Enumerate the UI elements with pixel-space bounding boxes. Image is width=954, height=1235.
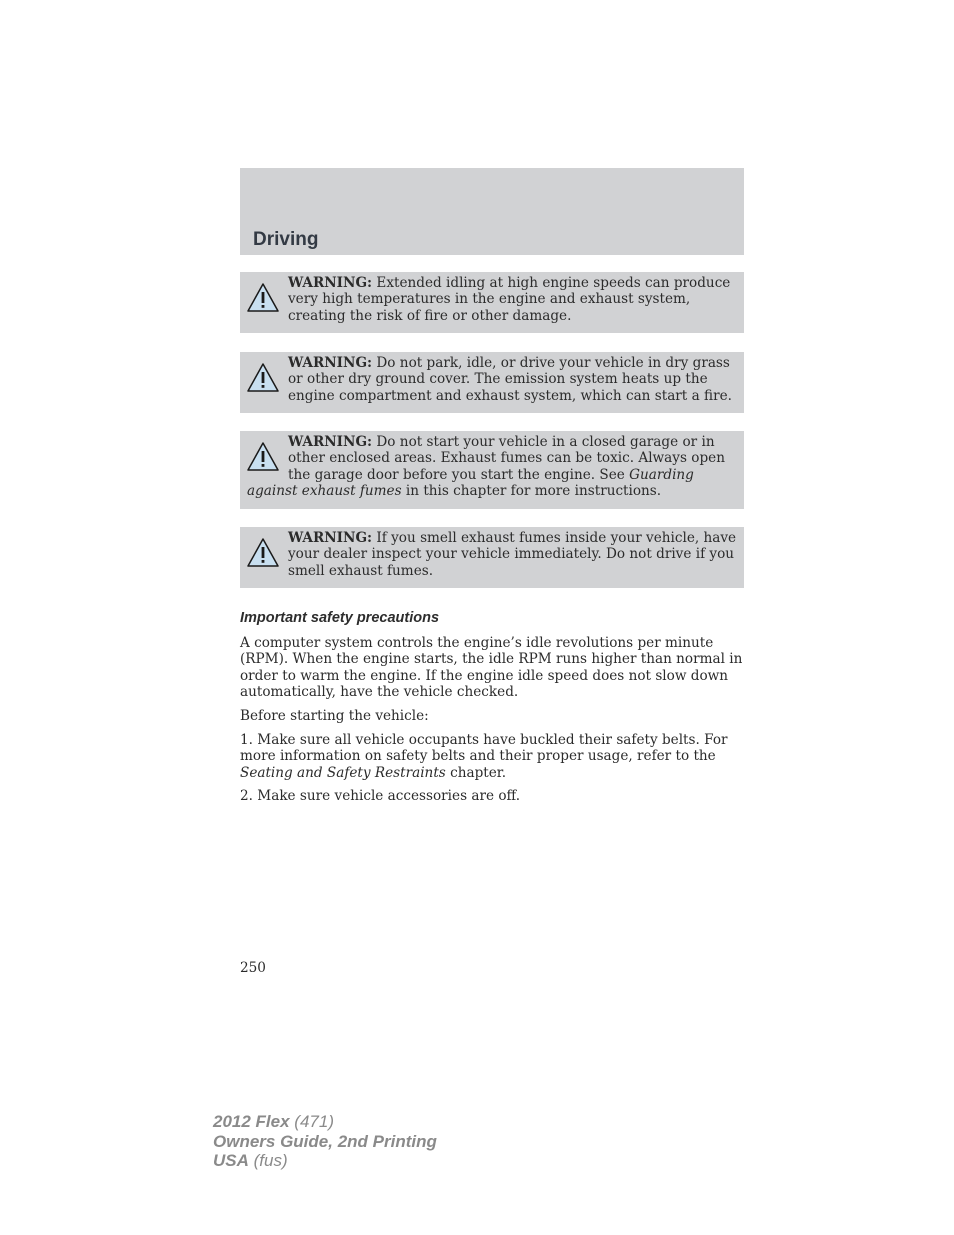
footer-line-2: Owners Guide, 2nd Printing — [213, 1131, 437, 1151]
warning-text: If you smell exhaust fumes inside your vehicle, have your dealer inspect your vehicle immediately. Do not drive if you smell exhaust fumes. — [288, 530, 737, 579]
warning-label: WARNING: — [288, 355, 373, 371]
footer-line-1 — [213, 1112, 437, 1132]
warning-box — [240, 352, 744, 413]
footer-market: USA — [213, 1151, 249, 1170]
warning-box — [240, 431, 744, 509]
cross-reference: Seating and Safety Restraints — [240, 764, 446, 781]
before-starting-paragraph: Before starting the vehicle: — [240, 708, 429, 724]
warning-box — [240, 527, 744, 588]
step-1-text: 1. Make sure all vehicle occupants have buckled their safety belts. For more information on safety belts and their proper usage, refer to the — [240, 732, 728, 765]
step-1-text-end: chapter. — [450, 764, 507, 781]
footer-model: 2012 Flex — [213, 1112, 290, 1131]
warning-label: WARNING: — [288, 275, 373, 291]
step-1-paragraph — [240, 732, 744, 781]
section-header-band — [240, 168, 744, 255]
section-title: Driving — [253, 229, 319, 250]
warning-triangle-icon — [246, 282, 280, 314]
footer-model-code: (471) — [294, 1112, 334, 1131]
warning-triangle-icon — [246, 441, 280, 473]
warning-label: WARNING: — [288, 530, 373, 546]
footer-line-3 — [213, 1151, 437, 1171]
warning-text: Extended idling at high engine speeds can produce very high temperatures in the engine and exhaust system, creating the risk of fire or other damage. — [288, 275, 731, 324]
warning-box — [240, 272, 744, 333]
warning-triangle-icon — [246, 362, 280, 394]
intro-paragraph: A computer system controls the engine’s idle revolutions per minute (RPM). When the engine starts, the idle RPM runs higher than normal in order to warm the engine. If the engine idle speed does not slow down automatically, have the vehicle checked. — [240, 635, 743, 700]
page-number: 250 — [240, 960, 266, 976]
warning-text: Do not start your vehicle in a closed garage or in other enclosed areas. Exhaust fumes can be toxic. Always open the garage door before you start the engine. See — [288, 434, 725, 483]
cross-reference: Guarding against exhaust fumes — [247, 466, 694, 499]
warning-triangle-icon — [246, 537, 280, 569]
document-footer — [213, 1112, 437, 1171]
warning-text: Do not park, idle, or drive your vehicle in dry grass or other dry ground cover. The emission system heats up the engine compartment and exhaust system, which can start a fire. — [288, 355, 732, 404]
footer-market-code: (fus) — [253, 1151, 288, 1170]
warning-label: WARNING: — [288, 434, 373, 450]
warning-text: in this chapter for more instructions. — [405, 482, 662, 499]
step-2-paragraph: 2. Make sure vehicle accessories are off. — [240, 788, 521, 804]
subheading: Important safety precautions — [240, 610, 440, 626]
